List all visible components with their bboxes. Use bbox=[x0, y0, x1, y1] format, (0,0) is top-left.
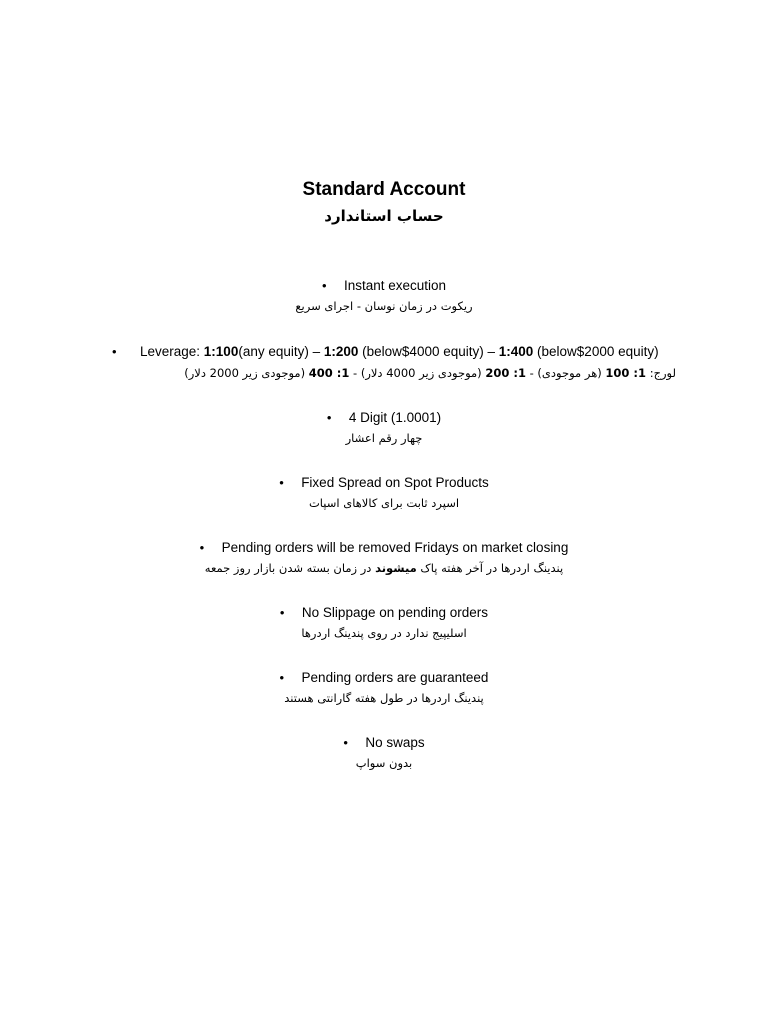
item-line-english bbox=[0, 539, 768, 557]
leverage-desc-400-persian: (موجودی زیر 2000 دلار) bbox=[184, 366, 309, 380]
bullet-icon: • bbox=[343, 735, 348, 750]
item-line-english bbox=[0, 474, 768, 492]
bullet-icon: • bbox=[326, 410, 332, 425]
item-text-english: 4 Digit (1.0001) bbox=[348, 410, 442, 425]
item-text-persian-end: در زمان بسته شدن بازار روز جمعه bbox=[204, 561, 376, 575]
item-text-english: Pending orders are guaranteed bbox=[301, 670, 489, 685]
item-line-persian bbox=[0, 558, 768, 578]
bullet-icon: • bbox=[199, 540, 205, 555]
item-line-persian bbox=[184, 363, 676, 383]
item-text-persian-start: پندینگ اردرها در آخر هفته پاک bbox=[416, 561, 564, 575]
item-text-persian-bold: میشوند bbox=[375, 561, 417, 575]
item-text-english: Instant execution bbox=[343, 278, 447, 293]
leverage-desc-100: (any equity) – bbox=[238, 344, 324, 359]
item-line-english bbox=[0, 604, 768, 622]
item-line-english bbox=[0, 734, 768, 752]
item-text-persian: اسپرد ثابت برای کالاهای اسپات bbox=[308, 496, 460, 510]
leverage-label: Leverage: bbox=[140, 344, 204, 359]
bullet-icon: • bbox=[112, 344, 117, 359]
leverage-ratio-200-persian: 1: 200 bbox=[485, 366, 526, 380]
list-item-no-swaps bbox=[0, 734, 768, 773]
bullet-icon: • bbox=[279, 475, 284, 490]
list-item-pending-orders-removed bbox=[0, 539, 768, 578]
title-persian: حساب استاندارد bbox=[324, 207, 444, 225]
leverage-desc-100-persian: (هر موجودی) - bbox=[525, 366, 606, 380]
item-text-persian: بدون سواپ bbox=[355, 756, 413, 770]
leverage-ratio-100-persian: 1: 100 bbox=[605, 366, 647, 380]
item-line-english bbox=[0, 409, 768, 427]
leverage-desc-200: (below$4000 equity) – bbox=[358, 344, 499, 359]
item-text-english: No Slippage on pending orders bbox=[301, 605, 489, 620]
list-item-pending-orders-guaranteed bbox=[0, 669, 768, 708]
leverage-desc-200-persian: (موجودی زیر 4000 دلار) - bbox=[349, 366, 486, 380]
item-text-persian: چهار رقم اعشار bbox=[345, 431, 423, 445]
leverage-desc-400: (below$2000 equity) bbox=[533, 344, 659, 359]
leverage-ratio-400-persian: 1: 400 bbox=[308, 366, 350, 380]
item-line-english bbox=[0, 277, 768, 295]
list-item-four-digit bbox=[0, 409, 768, 448]
bullet-icon: • bbox=[279, 670, 285, 685]
item-line-english bbox=[112, 343, 659, 361]
leverage-ratio-400: 1:400 bbox=[498, 344, 534, 359]
leverage-label-persian: لورج: bbox=[646, 366, 676, 380]
item-line-english bbox=[0, 669, 768, 687]
leverage-ratio-100: 1:100 bbox=[203, 344, 239, 359]
leverage-ratio-200: 1:200 bbox=[323, 344, 359, 359]
item-text-persian: اسلیپیج ندارد در روی پندینگ اردرها bbox=[301, 626, 467, 640]
item-text-persian: ریکوت در زمان نوسان - اجرای سریع bbox=[295, 299, 473, 313]
list-item-fixed-spread bbox=[0, 474, 768, 513]
item-text-english: Pending orders will be removed Fridays on market closing bbox=[221, 540, 569, 555]
bullet-icon: • bbox=[321, 278, 327, 293]
list-item-instant-execution bbox=[0, 277, 768, 316]
list-item-no-slippage bbox=[0, 604, 768, 643]
item-text-english: No swaps bbox=[365, 735, 425, 750]
list-item-leverage bbox=[0, 343, 768, 387]
item-text-english: Fixed Spread on Spot Products bbox=[301, 475, 489, 490]
item-text-persian: پندینگ اردرها در طول هفته گارانتی هستند bbox=[284, 691, 484, 705]
bullet-icon: • bbox=[279, 605, 285, 620]
title-english: Standard Account bbox=[302, 179, 466, 200]
